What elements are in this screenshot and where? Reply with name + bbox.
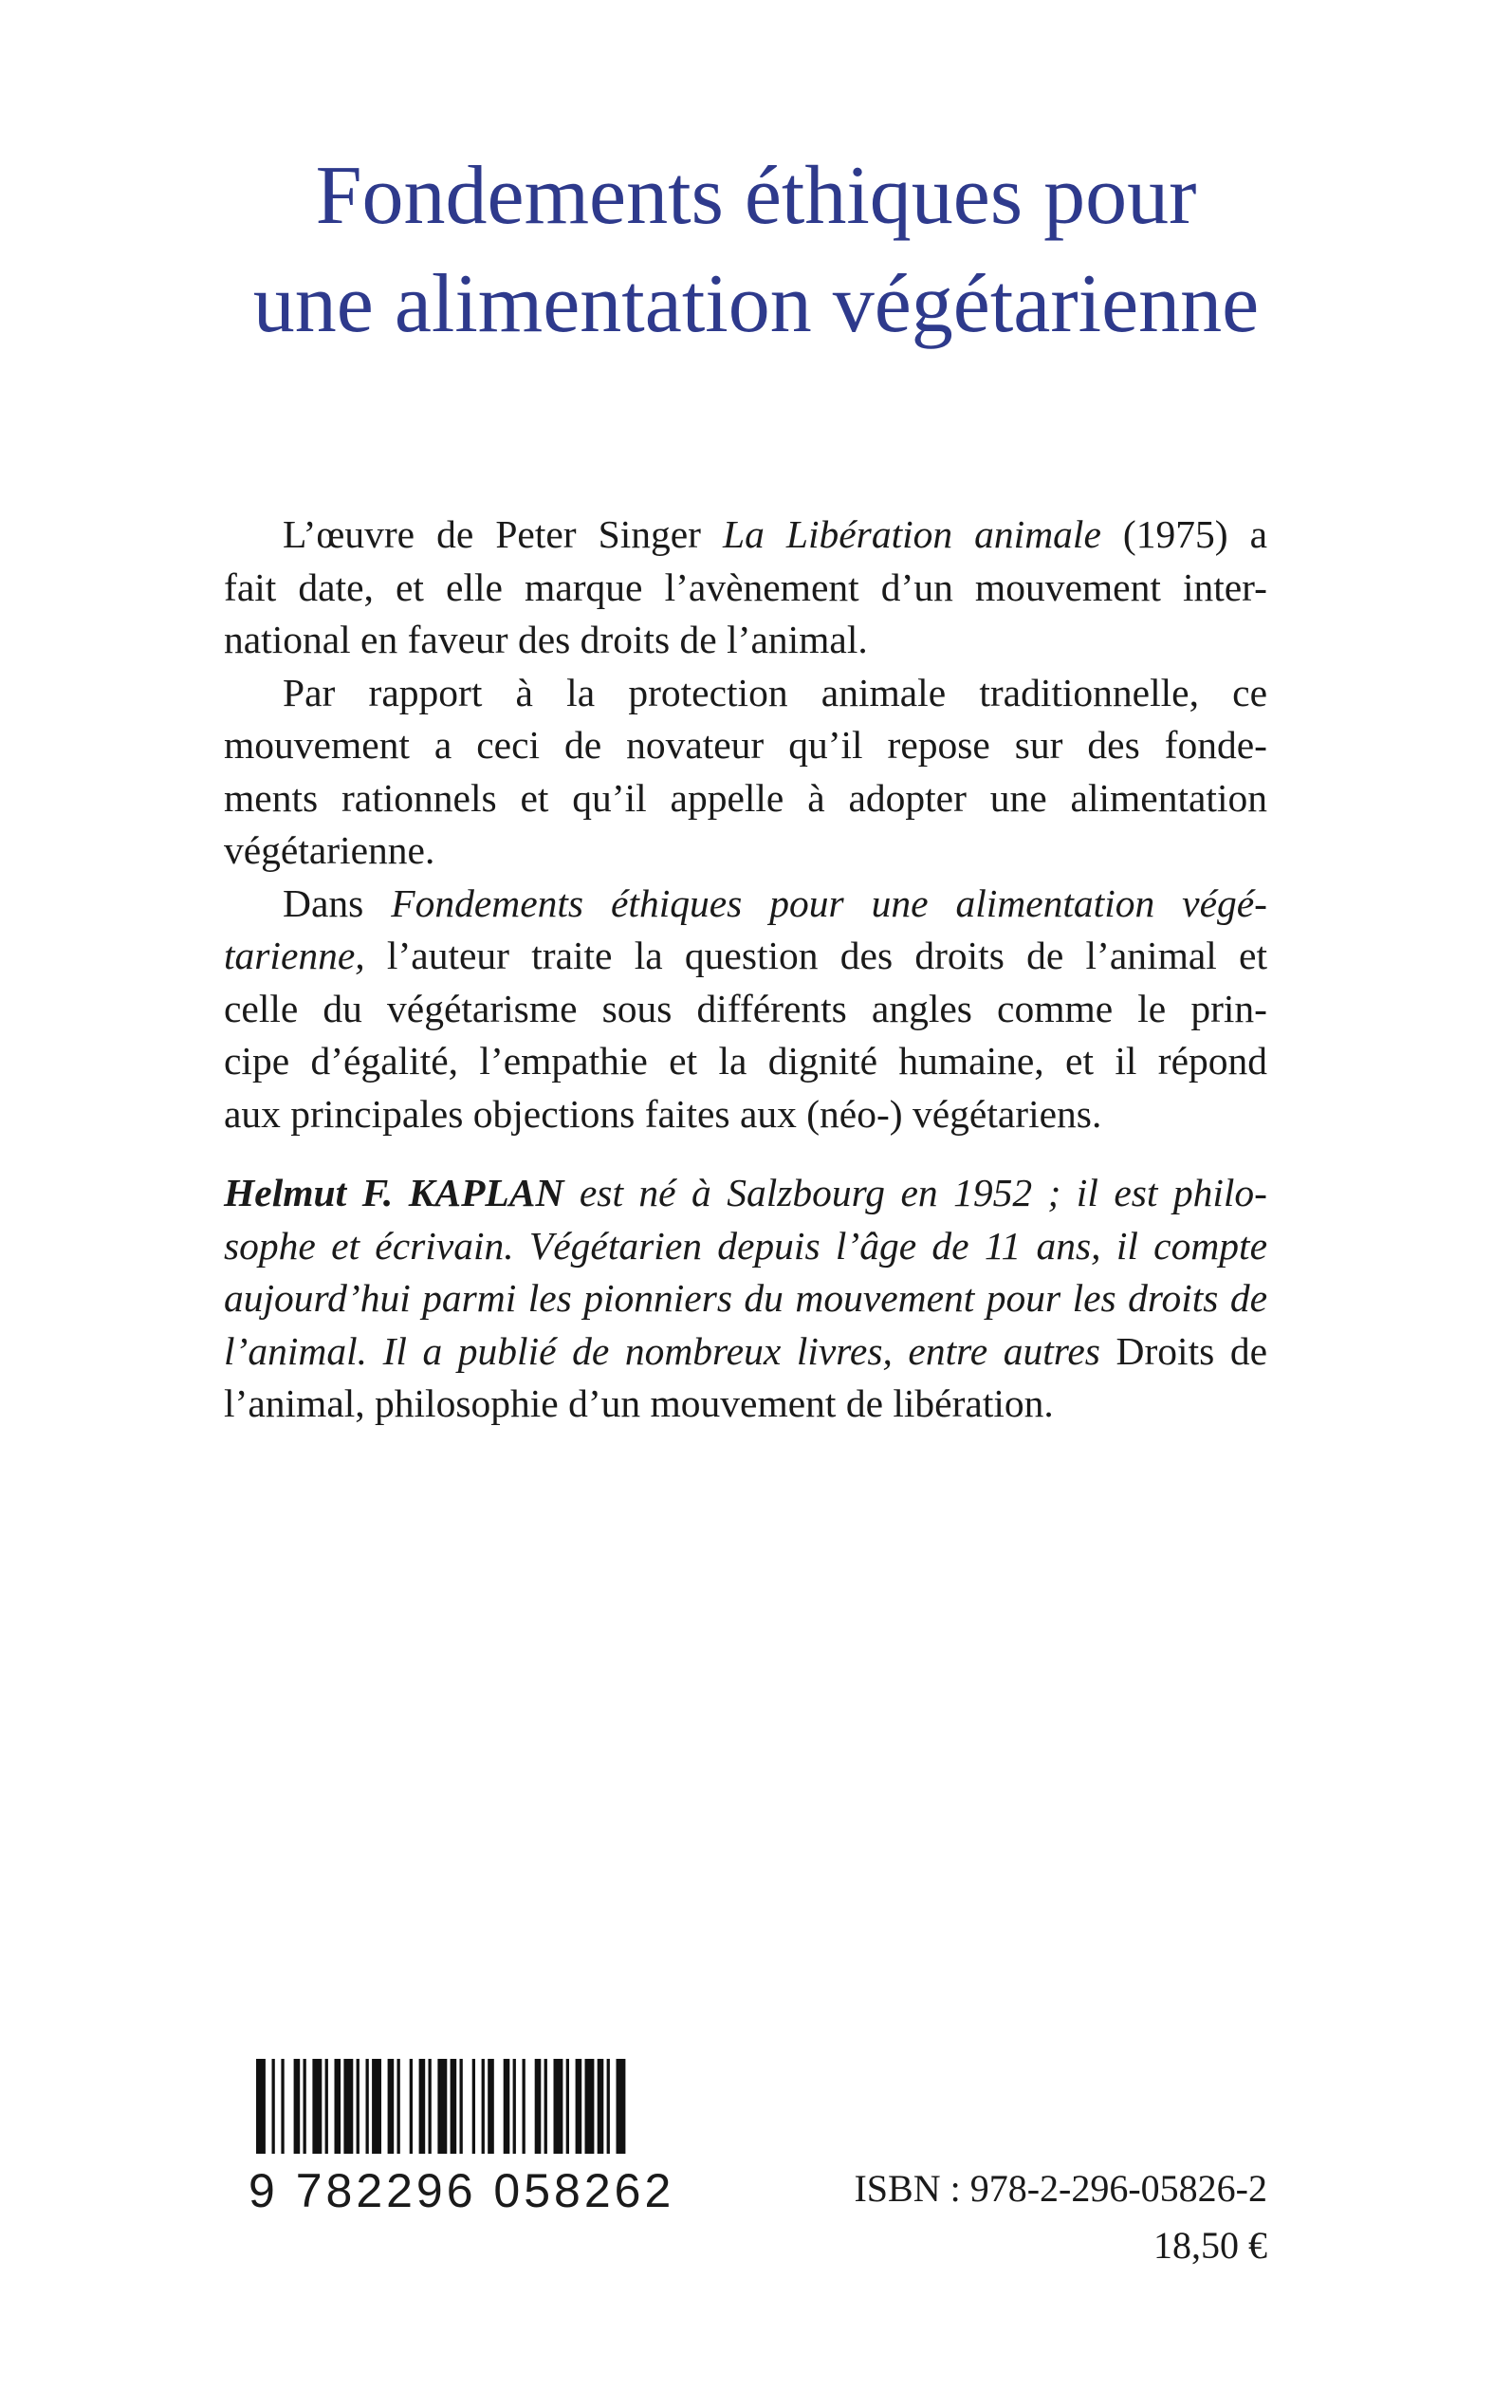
summary-line: Dans Fondements éthiques pour une alimentation végé- xyxy=(283,880,1267,925)
bio-line: sophe et écrivain. Végétarien depuis l’âge de 11 ans, il compte xyxy=(224,1223,1267,1268)
summary-line: végétarienne. xyxy=(224,828,435,872)
price: 18,50 € xyxy=(1153,2224,1267,2267)
bio-line: aujourd’hui parmi les pionniers du mouvement pour les droits de xyxy=(224,1276,1267,1320)
title-line-2: une alimentation végétarienne xyxy=(252,258,1260,350)
summary-line: Par rapport à la protection animale traditionnelle, ce xyxy=(283,670,1267,714)
book-title xyxy=(0,142,1512,359)
bio-line: l’animal. Il a publié de nombreux livres, entre autres Droits de xyxy=(224,1328,1268,1373)
summary-line: national en faveur des droits de l’animal. xyxy=(224,618,868,661)
bio-line: l’animal, philosophie d’un mouvement de libération. xyxy=(224,1381,1054,1425)
summary-text xyxy=(224,509,1267,1140)
summary-line: ments rationnels et qu’il appelle à adopter une alimentation xyxy=(224,775,1267,820)
isbn: ISBN : 978-2-296-05826-2 xyxy=(854,2167,1267,2210)
author-name: Helmut F. KAPLAN xyxy=(224,1171,564,1214)
summary-line: aux principales objections faites aux (néo-) végétariens. xyxy=(224,1091,1102,1136)
barcode-bars xyxy=(249,2059,645,2154)
summary-line: mouvement a ceci de novateur qu’il repose sur des fonde- xyxy=(224,723,1267,767)
summary-line: fait date, et elle marque l’avènement d’un mouvement inter- xyxy=(224,565,1267,609)
barcode-digits: 9 782296 058262 xyxy=(249,2164,675,2217)
summary-line: cipe d’égalité, l’empathie et la dignité humaine, et il répond xyxy=(224,1039,1267,1083)
summary-line: L’œuvre de Peter Singer La Libération animale (1975) a xyxy=(283,512,1268,556)
summary-line: celle du végétarisme sous différents angles comme le prin- xyxy=(224,986,1267,1030)
bio-line: Helmut F. KAPLAN est né à Salzbourg en 1952 ; il est philo- xyxy=(224,1171,1267,1214)
title-line-1: Fondements éthiques pour xyxy=(315,150,1197,242)
author-bio xyxy=(224,1167,1267,1431)
summary-line: tarienne, l’auteur traite la question des droits de l’animal et xyxy=(224,934,1267,977)
